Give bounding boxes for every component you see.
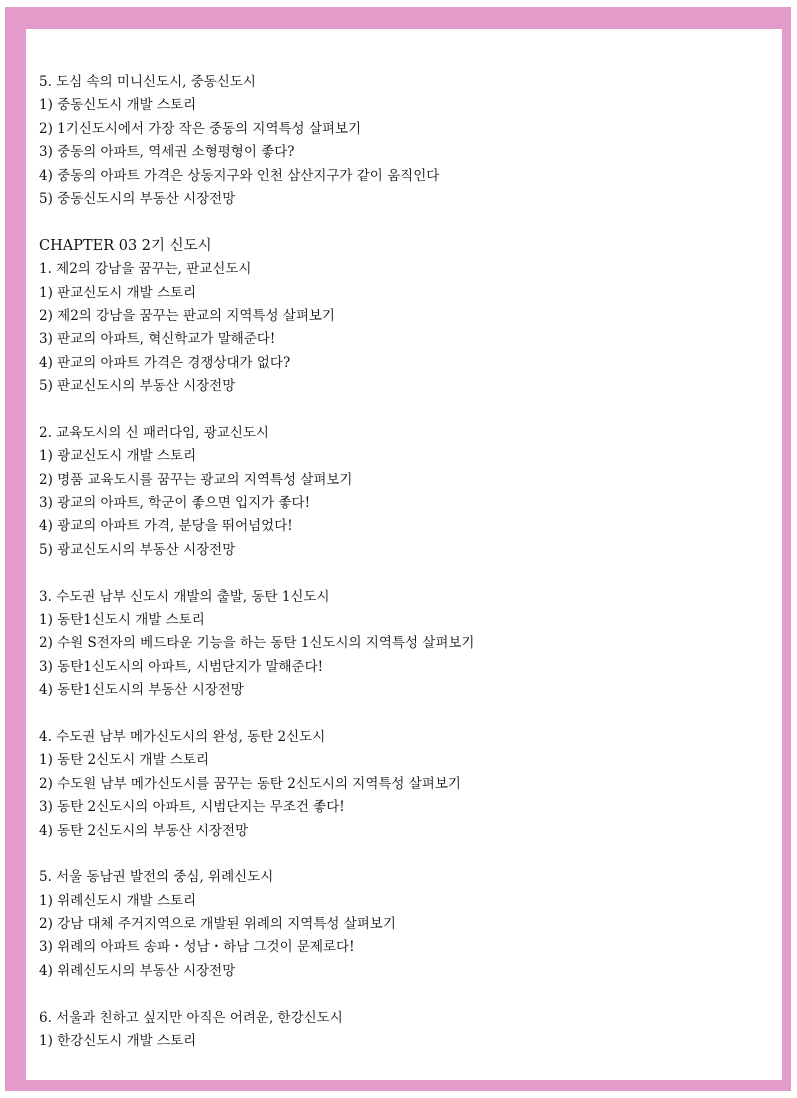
toc-line: 3) 위례의 아파트 송파・성남・하남 그것이 문제로다! [39,939,355,956]
toc-line: 5. 서울 동남권 발전의 중심, 위례신도시 [39,869,274,886]
toc-line: 5. 도심 속의 미니신도시, 중동신도시 [39,74,256,90]
section-gap [39,398,772,421]
toc-line: 4) 판교의 아파트 가격은 경쟁상대가 없다? [39,354,291,371]
toc-line: 5) 중동신도시의 부동산 시장전망 [39,190,236,207]
section-gap [39,211,772,234]
toc-line: 4. 수도권 남부 메가신도시의 완성, 동탄 2신도시 [39,728,326,745]
toc-line: 4) 중동의 아파트 가격은 상동지구와 인천 삼산지구가 같이 움직인다 [39,167,440,184]
toc-line: 3) 중동의 아파트, 역세권 소형평형이 좋다? [39,144,295,161]
toc-line: 4) 위례신도시의 부동산 시장전망 [39,962,236,979]
toc-line: 2) 강남 대체 주거지역으로 개발된 위례의 지역특성 살펴보기 [39,916,396,933]
section-gap [39,562,772,585]
toc-line: 2) 1기신도시에서 가장 작은 중동의 지역특성 살펴보기 [39,120,362,137]
toc-line: 4) 동탄 2신도시의 부동산 시장전망 [39,822,249,839]
section-gap [39,983,772,1006]
toc-line: 1) 한강신도시 개발 스토리 [39,1033,197,1050]
document-page [26,29,782,1080]
toc-line: 4) 동탄1신도시의 부동산 시장전망 [39,682,244,699]
toc-line: 4) 광교의 아파트 가격, 분당을 뛰어넘었다! [39,518,293,535]
toc-line: 5) 판교신도시의 부동산 시장전망 [39,378,236,395]
toc-line: 3) 동탄1신도시의 아파트, 시범단지가 말해준다! [39,658,324,675]
toc-line: 3) 광교의 아파트, 학군이 좋으면 입지가 좋다! [39,495,311,512]
toc-line: 6. 서울과 친하고 싶지만 아직은 어려운, 한강신도시 [39,1009,343,1026]
toc-line: 2) 제2의 강남을 꿈꾸는 판교의 지역특성 살펴보기 [39,307,335,324]
toc-line: 2) 수도원 남부 메가신도시를 꿈꾸는 동탄 2신도시의 지역특성 살펴보기 [39,775,461,792]
toc-line: 1) 판교신도시 개발 스토리 [39,284,197,301]
toc-line: 1) 중동신도시 개발 스토리 [39,97,197,114]
toc-line: 3) 판교의 아파트, 혁신학교가 말해준다! [39,331,276,348]
toc-line: 2. 교육도시의 신 패러다임, 광교신도시 [39,424,269,441]
table-of-contents [39,71,772,1053]
section-gap [39,703,772,726]
toc-line: 5) 광교신도시의 부동산 시장전망 [39,541,236,558]
toc-line: 1) 위례신도시 개발 스토리 [39,892,197,909]
toc-line: 2) 명품 교육도시를 꿈꾸는 광교의 지역특성 살펴보기 [39,471,353,488]
chapter-heading: CHAPTER 03 2기 신도시 [39,237,212,254]
toc-line: 1. 제2의 강남을 꿈꾸는, 판교신도시 [39,261,252,278]
toc-line: 3) 동탄 2신도시의 아파트, 시범단지는 무조건 좋다! [39,799,345,816]
toc-line: 1) 동탄 2신도시 개발 스토리 [39,752,210,769]
toc-line: 2) 수원 S전자의 베드타운 기능을 하는 동탄 1신도시의 지역특성 살펴보기 [39,635,475,652]
toc-line: 1) 동탄1신도시 개발 스토리 [39,611,205,628]
toc-line: 3. 수도권 남부 신도시 개발의 출발, 동탄 1신도시 [39,588,330,605]
toc-line: 1) 광교신도시 개발 스토리 [39,448,197,465]
section-gap [39,843,772,866]
page-border [5,7,791,1091]
